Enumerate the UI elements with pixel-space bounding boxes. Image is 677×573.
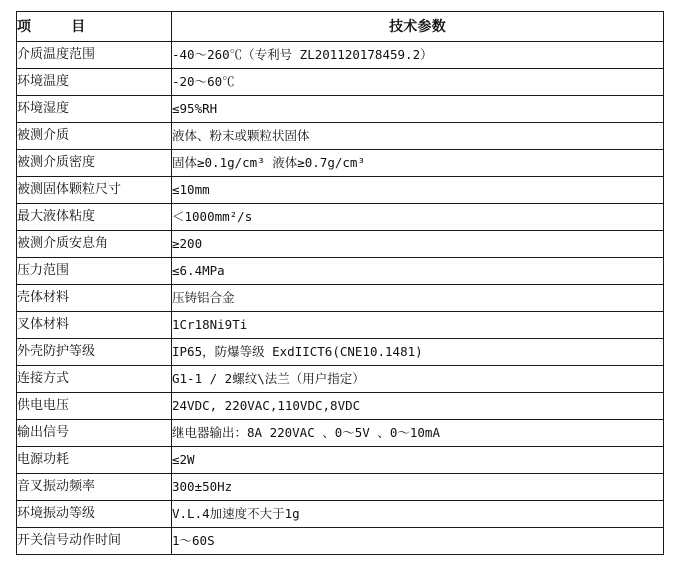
row-value: 1～60S (172, 528, 664, 555)
row-value: G1-1 / 2螺纹\法兰（用户指定） (172, 366, 664, 393)
row-value: 300±50Hz (172, 474, 664, 501)
table-row (17, 285, 664, 312)
row-name: 输出信号 (17, 420, 172, 447)
row-value: ＜1000mm²/s (172, 204, 664, 231)
row-name: 环境温度 (17, 69, 172, 96)
row-name: 被测介质 (17, 123, 172, 150)
header-item-b: 目 (71, 18, 86, 35)
table-row (17, 42, 664, 69)
table-row (17, 501, 664, 528)
table-row (17, 312, 664, 339)
table-row (17, 231, 664, 258)
row-name: 连接方式 (17, 366, 172, 393)
row-value: -20～60℃ (172, 69, 664, 96)
row-name: 最大液体粘度 (17, 204, 172, 231)
row-value: ≤2W (172, 447, 664, 474)
row-name: 介质温度范围 (17, 42, 172, 69)
table-row (17, 150, 664, 177)
table-row (17, 204, 664, 231)
row-value: 24VDC, 220VAC,110VDC,8VDC (172, 393, 664, 420)
table-row (17, 123, 664, 150)
row-value: ≥200 (172, 231, 664, 258)
header-parameters: 技术参数 (172, 12, 664, 42)
row-name: 开关信号动作时间 (17, 528, 172, 555)
header-item (17, 12, 172, 42)
row-name: 外壳防护等级 (17, 339, 172, 366)
table-row (17, 393, 664, 420)
spec-table (16, 11, 664, 555)
row-value: IP65，防爆等级 ExdIICT6(CNE10.1481) (172, 339, 664, 366)
row-value: 继电器输出：8A 220VAC 、0～5V 、0～10mA (172, 420, 664, 447)
row-value: 1Cr18Ni9Ti (172, 312, 664, 339)
table-row (17, 474, 664, 501)
table-row (17, 69, 664, 96)
table-row (17, 339, 664, 366)
table-row (17, 258, 664, 285)
table-header-row (17, 12, 664, 42)
row-name: 电源功耗 (17, 447, 172, 474)
row-name: 供电电压 (17, 393, 172, 420)
row-value: V.L.4加速度不大于1g (172, 501, 664, 528)
row-name: 环境湿度 (17, 96, 172, 123)
table-row (17, 177, 664, 204)
row-name: 被测介质安息角 (17, 231, 172, 258)
table-row (17, 366, 664, 393)
row-name: 环境振动等级 (17, 501, 172, 528)
row-name: 壳体材料 (17, 285, 172, 312)
row-value: -40～260℃（专利号 ZL201120178459.2） (172, 42, 664, 69)
row-value: 液体、粉末或颗粒状固体 (172, 123, 664, 150)
row-value: 压铸铝合金 (172, 285, 664, 312)
header-item-a: 项 (17, 18, 32, 35)
table-row (17, 96, 664, 123)
table-row (17, 528, 664, 555)
row-name: 被测固体颗粒尺寸 (17, 177, 172, 204)
row-name: 压力范围 (17, 258, 172, 285)
row-value: ≤95%RH (172, 96, 664, 123)
table-row (17, 447, 664, 474)
table-row (17, 420, 664, 447)
row-name: 被测介质密度 (17, 150, 172, 177)
row-value: ≤6.4MPa (172, 258, 664, 285)
row-name: 叉体材料 (17, 312, 172, 339)
row-name: 音叉振动频率 (17, 474, 172, 501)
row-value: 固体≥0.1g/cm³ 液体≥0.7g/cm³ (172, 150, 664, 177)
spec-table-container (16, 11, 664, 555)
row-value: ≤10mm (172, 177, 664, 204)
